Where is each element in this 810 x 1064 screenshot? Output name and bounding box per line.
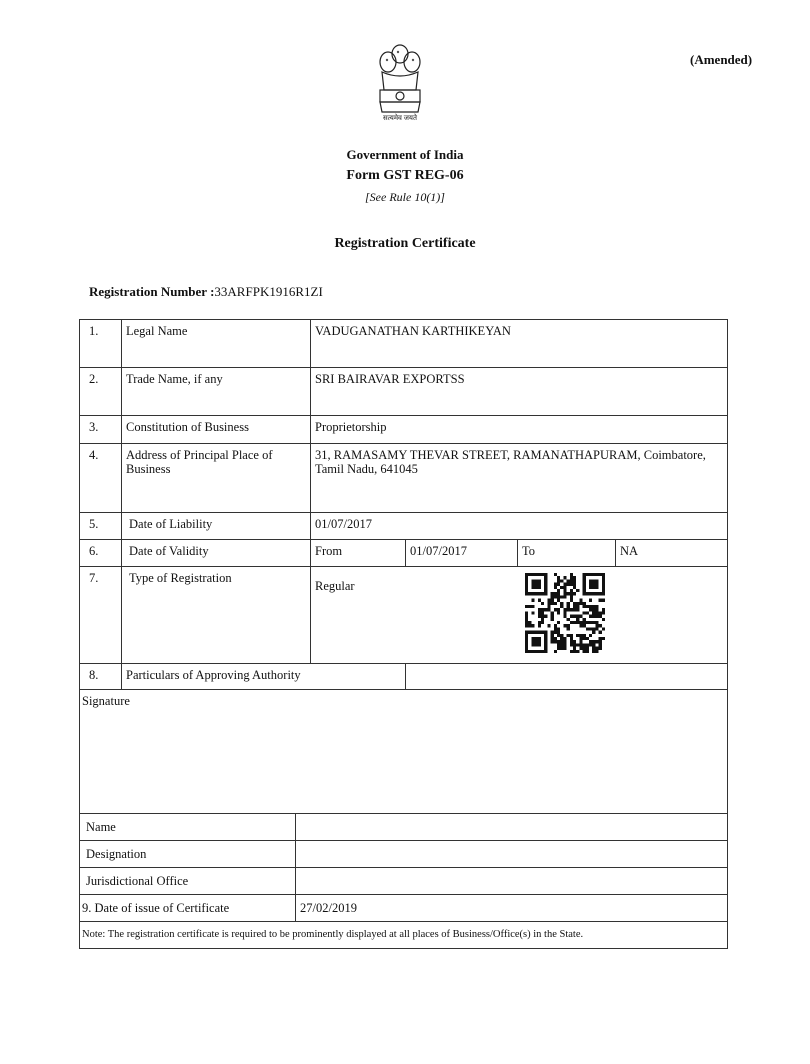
validity-from-value: 01/07/2017 bbox=[406, 540, 518, 567]
registration-details-table bbox=[79, 319, 728, 690]
authority-table bbox=[79, 689, 728, 949]
registration-number-label: Registration Number : bbox=[89, 284, 215, 299]
table-row bbox=[80, 690, 728, 814]
address-value: 31, RAMASAMY THEVAR STREET, RAMANATHAPURAM, Coimbatore, Tamil Nadu, 641045 bbox=[311, 444, 728, 513]
registration-number-value: 33ARFPK1916R1ZI bbox=[214, 284, 323, 299]
table-row bbox=[80, 895, 728, 922]
table-row bbox=[80, 868, 728, 895]
registration-number-line bbox=[89, 284, 323, 300]
registration-type-value: Regular bbox=[311, 567, 728, 664]
row-number: 3. bbox=[80, 416, 122, 444]
qr-code bbox=[525, 573, 605, 653]
designation-value bbox=[296, 841, 728, 868]
national-emblem-icon bbox=[372, 40, 428, 120]
certificate-title: Registration Certificate bbox=[334, 236, 476, 251]
validity-to-label: To bbox=[518, 540, 616, 567]
row-label: Legal Name bbox=[122, 320, 311, 368]
row-label: Constitution of Business bbox=[122, 416, 311, 444]
table-row bbox=[80, 814, 728, 841]
emblem-motto: सत्यमेव जयते bbox=[383, 114, 417, 122]
validity-from-label: From bbox=[311, 540, 406, 567]
row-label: Date of Validity bbox=[122, 540, 311, 567]
office-label: Jurisdictional Office bbox=[80, 868, 296, 895]
constitution-value: Proprietorship bbox=[311, 416, 728, 444]
validity-to-value: NA bbox=[616, 540, 728, 567]
designation-label: Designation bbox=[80, 841, 296, 868]
row-label: Date of Liability bbox=[122, 513, 311, 540]
row-label: Trade Name, if any bbox=[122, 368, 311, 416]
display-note: Note: The registration certificate is required to be prominently displayed at all places of Business/Office(s) in the State. bbox=[80, 922, 728, 949]
row-number: 4. bbox=[80, 444, 122, 513]
legal-name-value: VADUGANATHAN KARTHIKEYAN bbox=[311, 320, 728, 368]
table-row bbox=[80, 444, 728, 513]
name-label: Name bbox=[80, 814, 296, 841]
row-number: 1. bbox=[80, 320, 122, 368]
table-row bbox=[80, 664, 728, 690]
form-title: Form GST REG-06 bbox=[346, 168, 464, 183]
issue-date-value: 27/02/2019 bbox=[296, 895, 728, 922]
table-row bbox=[80, 540, 728, 567]
table-row bbox=[80, 320, 728, 368]
row-label: Address of Principal Place of Business bbox=[122, 444, 311, 513]
government-heading: Government of India bbox=[346, 147, 464, 162]
amended-label: (Amended) bbox=[690, 52, 753, 67]
table-row bbox=[80, 513, 728, 540]
trade-name-value: SRI BAIRAVAR EXPORTSS bbox=[311, 368, 728, 416]
approving-authority-value bbox=[406, 664, 728, 690]
row-number: 7. bbox=[80, 567, 122, 664]
row-number: 6. bbox=[80, 540, 122, 567]
row-label: Type of Registration bbox=[122, 567, 311, 664]
row-label: Particulars of Approving Authority bbox=[122, 664, 406, 690]
row-number: 8. bbox=[80, 664, 122, 690]
table-row bbox=[80, 416, 728, 444]
rule-reference: [See Rule 10(1)] bbox=[365, 190, 445, 204]
row-number: 5. bbox=[80, 513, 122, 540]
table-row bbox=[80, 567, 728, 664]
table-row bbox=[80, 922, 728, 949]
signature-label: Signature bbox=[80, 690, 728, 814]
row-number: 2. bbox=[80, 368, 122, 416]
table-row bbox=[80, 368, 728, 416]
liability-date-value: 01/07/2017 bbox=[311, 513, 728, 540]
name-value bbox=[296, 814, 728, 841]
table-row bbox=[80, 841, 728, 868]
office-value bbox=[296, 868, 728, 895]
issue-date-label: 9. Date of issue of Certificate bbox=[80, 895, 296, 922]
